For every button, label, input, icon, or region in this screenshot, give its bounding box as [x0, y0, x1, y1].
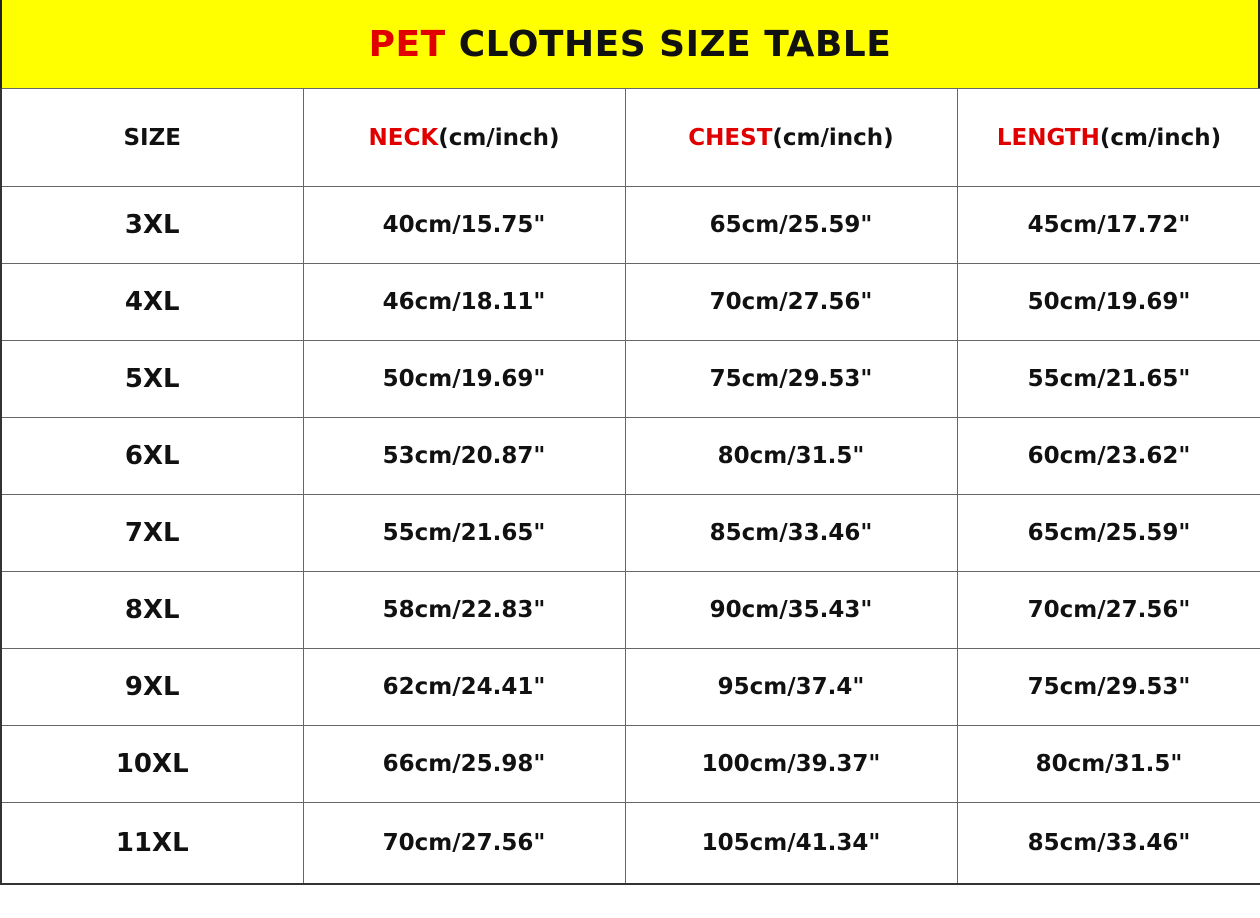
length-cell: 85cm/33.46" [957, 803, 1260, 885]
neck-cell: 46cm/18.11" [303, 264, 625, 341]
header-neck [303, 89, 625, 187]
size-cell: 10XL [1, 726, 303, 803]
table-row [1, 803, 1260, 885]
chest-cell: 105cm/41.34" [625, 803, 957, 885]
title-rest: CLOTHES SIZE TABLE [445, 23, 892, 65]
table-row [1, 495, 1260, 572]
size-cell: 8XL [1, 572, 303, 649]
title-bar [0, 0, 1260, 88]
length-cell: 75cm/29.53" [957, 649, 1260, 726]
chest-cell: 90cm/35.43" [625, 572, 957, 649]
header-neck-accent: NECK [368, 124, 439, 151]
table-row [1, 264, 1260, 341]
chest-cell: 95cm/37.4" [625, 649, 957, 726]
header-length-accent: LENGTH [996, 124, 1100, 151]
table-row [1, 649, 1260, 726]
length-cell: 65cm/25.59" [957, 495, 1260, 572]
neck-cell: 50cm/19.69" [303, 341, 625, 418]
size-cell: 9XL [1, 649, 303, 726]
title-accent: PET [368, 23, 446, 65]
size-cell: 7XL [1, 495, 303, 572]
length-cell: 50cm/19.69" [957, 264, 1260, 341]
neck-cell: 55cm/21.65" [303, 495, 625, 572]
chest-cell: 80cm/31.5" [625, 418, 957, 495]
length-cell: 60cm/23.62" [957, 418, 1260, 495]
length-cell: 45cm/17.72" [957, 187, 1260, 264]
header-chest-unit: (cm/inch) [772, 124, 894, 151]
neck-cell: 66cm/25.98" [303, 726, 625, 803]
header-row [1, 89, 1260, 187]
size-table [0, 88, 1260, 885]
header-size [1, 89, 303, 187]
neck-cell: 53cm/20.87" [303, 418, 625, 495]
length-cell: 70cm/27.56" [957, 572, 1260, 649]
header-chest [625, 89, 957, 187]
table-row [1, 572, 1260, 649]
table-row [1, 341, 1260, 418]
length-cell: 55cm/21.65" [957, 341, 1260, 418]
table-row [1, 418, 1260, 495]
header-length [957, 89, 1260, 187]
length-cell: 80cm/31.5" [957, 726, 1260, 803]
size-cell: 6XL [1, 418, 303, 495]
chest-cell: 85cm/33.46" [625, 495, 957, 572]
neck-cell: 70cm/27.56" [303, 803, 625, 885]
neck-cell: 58cm/22.83" [303, 572, 625, 649]
size-cell: 3XL [1, 187, 303, 264]
header-neck-unit: (cm/inch) [438, 124, 560, 151]
table-row [1, 187, 1260, 264]
header-chest-accent: CHEST [688, 124, 773, 151]
header-size-label: SIZE [123, 124, 181, 151]
chest-cell: 65cm/25.59" [625, 187, 957, 264]
size-cell: 4XL [1, 264, 303, 341]
neck-cell: 40cm/15.75" [303, 187, 625, 264]
size-cell: 5XL [1, 341, 303, 418]
neck-cell: 62cm/24.41" [303, 649, 625, 726]
chest-cell: 75cm/29.53" [625, 341, 957, 418]
chest-cell: 100cm/39.37" [625, 726, 957, 803]
page-title [369, 24, 892, 65]
size-cell: 11XL [1, 803, 303, 885]
table-row [1, 726, 1260, 803]
header-length-unit: (cm/inch) [1099, 124, 1222, 151]
chest-cell: 70cm/27.56" [625, 264, 957, 341]
